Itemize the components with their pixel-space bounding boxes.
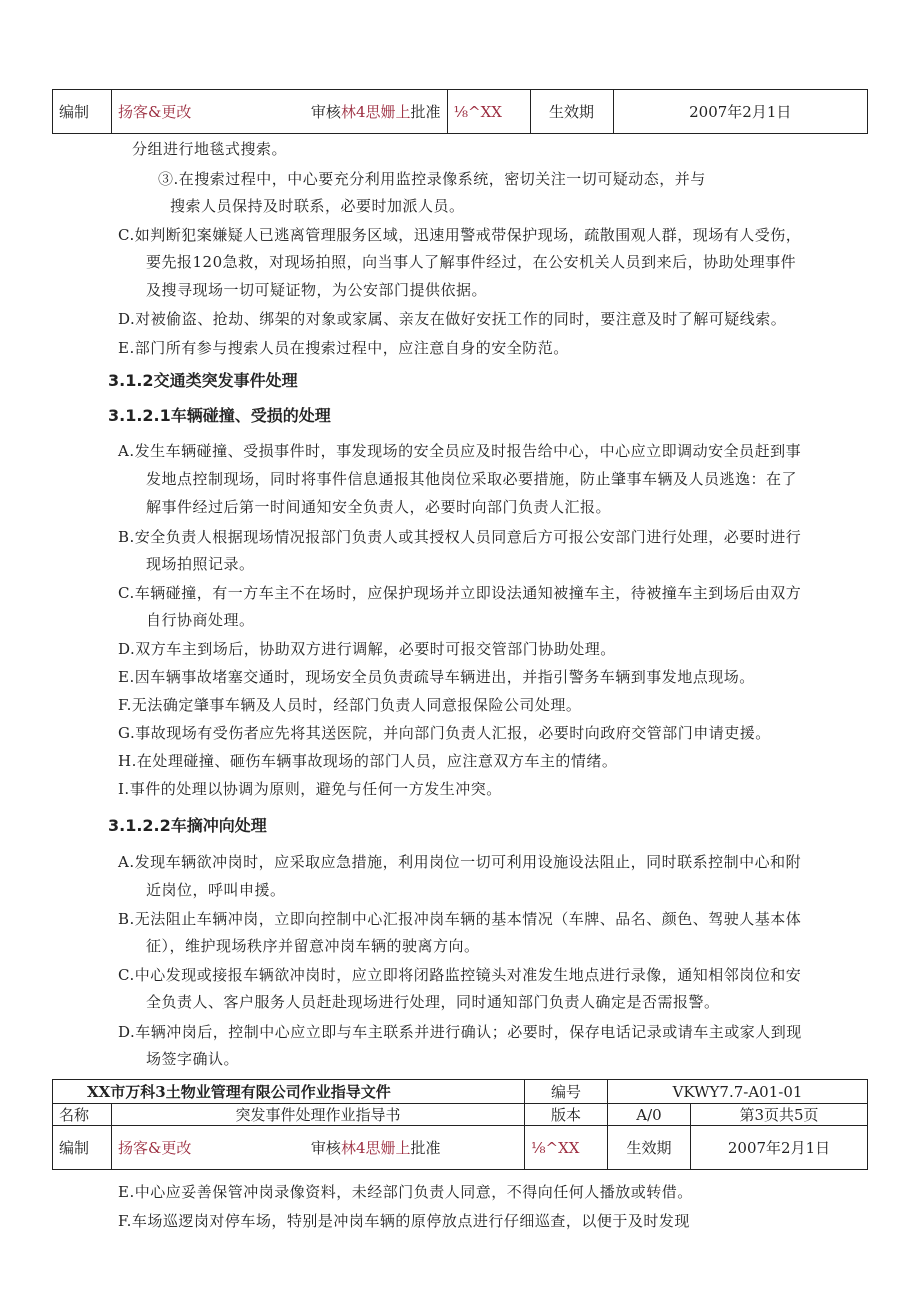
body-line: 及搜寻现场一切可疑证物，为公安部门提供依据。 (146, 281, 488, 299)
version-value: A/0 (608, 1104, 691, 1126)
body-line: I.事件的处理以协调为原则，避免与任何一方发生冲突。 (118, 780, 502, 798)
body-line: 要先报120急救，对现场拍照，向当事人了解事件经过，在公安机关人员到来后，协助处理事件 (146, 253, 797, 271)
top-header-table (52, 89, 868, 134)
body-line: G.事故现场有受伤者应先将其送医院，并向部门负责人汇报，必要时向政府交管部门申请吏援。 (118, 724, 771, 742)
body-line: D.车辆冲岗后，控制中心应立即与车主联系并进行确认；必要时，保存电话记录或请车主或家人到现 (118, 1023, 802, 1041)
body-line: A.发生车辆碰撞、受损事件时，事发现场的安全员应及时报告给中心，中心应立即调动安全员赶到事 (118, 442, 802, 460)
editor-value: 扬客&更改 (118, 1139, 192, 1157)
body-line: 现场拍照记录。 (146, 555, 255, 573)
section-heading-3-1-2-2 (108, 813, 267, 836)
code-value: VKWY7.7-A01-01 (608, 1080, 868, 1104)
section-heading-3-1-2-1 (108, 403, 331, 426)
heading-text: 车辆碰撞、受损的处理 (170, 406, 331, 425)
heading-text: 交通类突发事件处理 (153, 371, 298, 390)
review-value: 林4思姗上 (340, 103, 411, 121)
heading-number: 3.1.2.1 (108, 406, 171, 425)
body-line: 解事件经过后第一时间通知安全负责人，必要时向部门负责人汇报。 (146, 498, 612, 516)
company-title (53, 1080, 525, 1104)
review-value: 林4思姗上 (340, 1139, 411, 1157)
approve-value: ⅛^XX (447, 90, 530, 134)
effective-value: 2007年2月1日 (613, 90, 868, 134)
body-line: 征），维护现场秩序并留意冲岗车辆的驶离方向。 (146, 937, 480, 955)
body-line: 搜索人员保持及时联系，必要时加派人员。 (170, 197, 465, 215)
body-line: E.因车辆事故堵塞交通时，现场安全员负责疏导车辆进出，并指引警务车辆到事发地点现场。 (118, 668, 755, 686)
body-line: F.车场巡逻岗对停车场，特别是冲岗车辆的原停放点进行仔细巡查，以便于及时发现 (118, 1212, 690, 1230)
editor-review-cell (112, 1126, 525, 1170)
body-line: D.对被偷盗、抢劫、绑架的对象或家属、亲友在做好安抚工作的同时，要注意及时了解可疑线索。 (118, 310, 787, 328)
body-line: A.发现车辆欲冲岗时，应采取应急措施，利用岗位一切可利用设施设法阻止，同时联系控制中心和附 (118, 853, 802, 871)
effective-label: 生效期 (608, 1126, 691, 1170)
effective-label: 生效期 (530, 90, 613, 134)
code-label: 编号 (525, 1080, 608, 1104)
approve-label: 批准 (410, 103, 441, 121)
name-label: 名称 (53, 1104, 112, 1126)
approve-value: ⅛^XX (525, 1126, 608, 1170)
page-header-table (52, 1079, 868, 1170)
body-line: ③.在搜索过程中，中心要充分利用监控录像系统，密切关注一切可疑动态，并与 (158, 170, 706, 188)
body-line: H.在处理碰撞、砸伤车辆事故现场的部门人员，应注意双方车主的情绪。 (118, 752, 618, 770)
heading-number: 3.1.2.2 (108, 816, 171, 835)
body-line: B.无法阻止车辆冲岗，立即向控制中心汇报冲岗车辆的基本情况（车牌、品名、颜色、驾驶人基本体 (118, 910, 802, 928)
editor-review-cell (112, 90, 448, 134)
body-line: 发地点控制现场，同时将事件信息通报其他岗位采取必要措施，防止肇事车辆及人员逃逸：在了 (146, 470, 798, 488)
body-line: D.双方车主到场后，协助双方进行调解，必要时可报交管部门协助处理。 (118, 640, 616, 658)
review-label: 审核 (310, 1139, 341, 1157)
page-number: 第3页共5页 (691, 1104, 868, 1126)
heading-text: 车摘冲向处理 (170, 816, 267, 835)
effective-value: 2007年2月1日 (691, 1126, 868, 1170)
review-label: 审核 (310, 103, 341, 121)
body-line: C.车辆碰撞，有一方车主不在场时，应保护现场并立即设法通知被撞车主，待被撞车主到场后由双方 (118, 584, 802, 602)
body-line: 全负责人、客户服务人员赶赴现场进行处理，同时通知部门负责人确定是否需报警。 (146, 993, 720, 1011)
editor-label: 编制 (53, 90, 112, 134)
body-line: B.安全负责人根据现场情况报部门负责人或其授权人员同意后方可报公安部门进行处理，必要时进行 (118, 528, 802, 546)
body-line: E.部门所有参与搜索人员在搜索过程中，应注意自身的安全防范。 (118, 339, 569, 357)
body-line: C.如判断犯案嫌疑人已逃离管理服务区域，迅速用警戒带保护现场，疏散围观人群，现场有人受伤， (118, 226, 802, 244)
section-heading-3-1-2 (108, 368, 298, 391)
heading-number: 3.1.2 (108, 371, 154, 390)
body-line: 分组进行地毯式搜索。 (132, 140, 288, 158)
approve-label: 批准 (410, 1139, 441, 1157)
body-line: F.无法确定肇事车辆及人员时，经部门负责人同意报保险公司处理。 (118, 696, 582, 714)
version-label: 版本 (525, 1104, 608, 1126)
body-line: E.中心应妥善保管冲岗录像资料，未经部门负责人同意，不得向任何人播放或转借。 (118, 1183, 693, 1201)
editor-label: 编制 (53, 1126, 112, 1170)
name-value: 突发事件处理作业指导书 (112, 1104, 525, 1126)
body-line: 场签字确认。 (146, 1050, 240, 1068)
body-line: 自行协商处理。 (146, 611, 255, 629)
body-line: C.中心发现或接报车辆欲冲岗时，应立即将闭路监控镜头对准发生地点进行录像，通知相邻岗位和安 (118, 966, 802, 984)
editor-value: 扬客&更改 (118, 103, 192, 121)
body-line: 近岗位，呼叫申援。 (146, 881, 286, 899)
company-name: XX市万科3土物业管理有限公司作业指导文件 (87, 1083, 391, 1101)
